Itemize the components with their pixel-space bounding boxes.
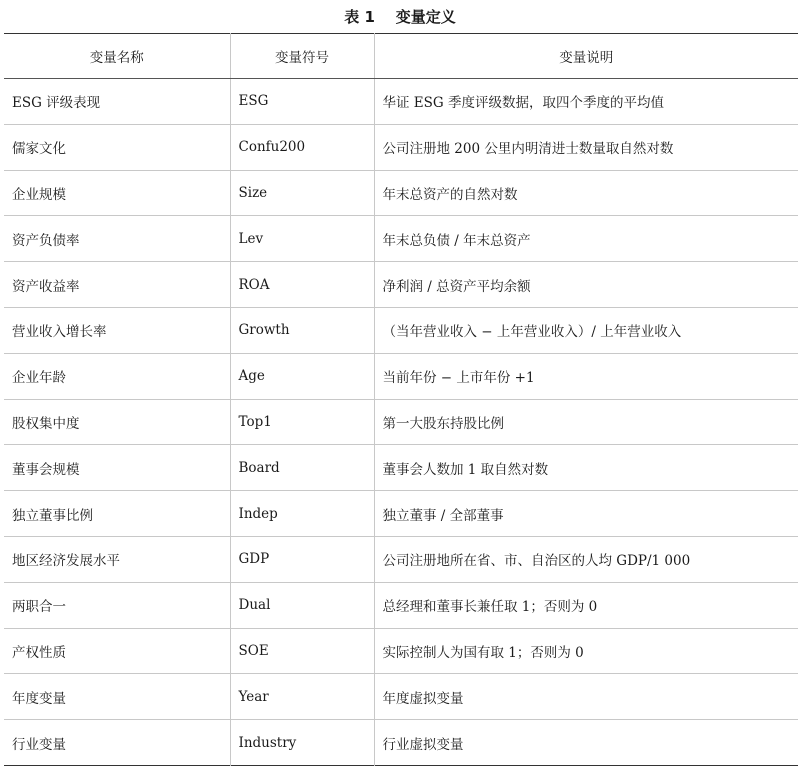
- variable-description-cell: 净利润 / 总资产平均余额: [374, 262, 798, 308]
- table-row: [4, 536, 798, 582]
- variable-name-cell: 企业规模: [4, 170, 230, 216]
- table-row: [4, 170, 798, 216]
- variable-symbol-cell: Growth: [230, 307, 374, 353]
- variable-description-cell: 行业虚拟变量: [374, 720, 798, 766]
- table-row: [4, 445, 798, 491]
- variable-definition-table: [4, 33, 798, 766]
- variable-description-cell: 公司注册地所在省、市、自治区的人均 GDP/1 000: [374, 536, 798, 582]
- variable-description-cell: 实际控制人为国有取 1；否则为 0: [374, 628, 798, 674]
- variable-description-cell: 公司注册地 200 公里内明清进士数量取自然对数: [374, 124, 798, 170]
- variable-name-cell: 地区经济发展水平: [4, 536, 230, 582]
- header-variable-name: 变量名称: [4, 34, 230, 79]
- variable-name-cell: 行业变量: [12, 736, 66, 753]
- variable-name-cell: 产权性质: [4, 628, 230, 674]
- variable-name-cell: 儒家文化: [4, 124, 230, 170]
- table-row: [4, 307, 798, 353]
- variable-name-cell: 独立董事比例: [4, 491, 230, 537]
- table-header-row: [4, 34, 798, 79]
- table-row: [4, 399, 798, 445]
- variable-description-cell: 年度虚拟变量: [374, 674, 798, 720]
- variable-name-cell: 股权集中度: [4, 399, 230, 445]
- variable-name-cell: 营业收入增长率: [4, 307, 230, 353]
- variable-description-cell: 董事会人数加 1 取自然对数: [374, 445, 798, 491]
- variable-description-cell: 独立董事 / 全部董事: [374, 491, 798, 537]
- variable-description-cell: 第一大股东持股比例: [374, 399, 798, 445]
- variable-symbol-cell: Board: [230, 445, 374, 491]
- variable-symbol-cell: Lev: [230, 216, 374, 262]
- variable-symbol-cell: Age: [230, 353, 374, 399]
- table-caption: 表 1 变量定义: [344, 8, 456, 26]
- variable-symbol-cell: Indep: [230, 491, 374, 537]
- variable-description-cell: 年末总负债 / 年末总资产: [374, 216, 798, 262]
- table-row: [4, 674, 798, 720]
- variable-symbol-cell: Year: [230, 674, 374, 720]
- table-row: [4, 79, 798, 125]
- table-row: [4, 353, 798, 399]
- table-body: [4, 79, 798, 766]
- table-row: [4, 720, 798, 766]
- variable-symbol-cell: ESG: [230, 79, 374, 125]
- table-row: [4, 628, 798, 674]
- variable-description-cell: （当年营业收入 − 上年营业收入）/ 上年营业收入: [374, 307, 798, 353]
- table-row: [4, 124, 798, 170]
- variable-symbol-cell: Confu200: [230, 124, 374, 170]
- variable-symbol-cell: SOE: [230, 628, 374, 674]
- variable-symbol-cell: Dual: [230, 582, 374, 628]
- variable-name-cell: ESG 评级表现: [4, 79, 230, 125]
- variable-symbol-cell: GDP: [230, 536, 374, 582]
- variable-name-cell: 两职合一: [4, 582, 230, 628]
- table-row: [4, 582, 798, 628]
- variable-symbol-cell: Industry: [230, 720, 374, 766]
- variable-name-cell: 年度变量: [4, 674, 230, 720]
- variable-symbol-cell: ROA: [230, 262, 374, 308]
- variable-name-cell: 企业年龄: [4, 353, 230, 399]
- variable-description-cell: 当前年份 − 上市年份 +1: [374, 353, 798, 399]
- variable-name-cell: 资产收益率: [4, 262, 230, 308]
- table-row: [4, 262, 798, 308]
- header-variable-description: 变量说明: [374, 34, 798, 79]
- variable-description-cell: 年末总资产的自然对数: [374, 170, 798, 216]
- table-row: [4, 216, 798, 262]
- header-variable-symbol: 变量符号: [230, 34, 374, 79]
- variable-name-cell: 董事会规模: [4, 445, 230, 491]
- table-row: [4, 491, 798, 537]
- variable-symbol-cell: Top1: [230, 399, 374, 445]
- variable-description-cell: 华证 ESG 季度评级数据，取四个季度的平均值: [374, 79, 798, 125]
- variable-description-cell: 总经理和董事长兼任取 1；否则为 0: [374, 582, 798, 628]
- variable-name-cell: 资产负债率: [4, 216, 230, 262]
- variable-symbol-cell: Size: [230, 170, 374, 216]
